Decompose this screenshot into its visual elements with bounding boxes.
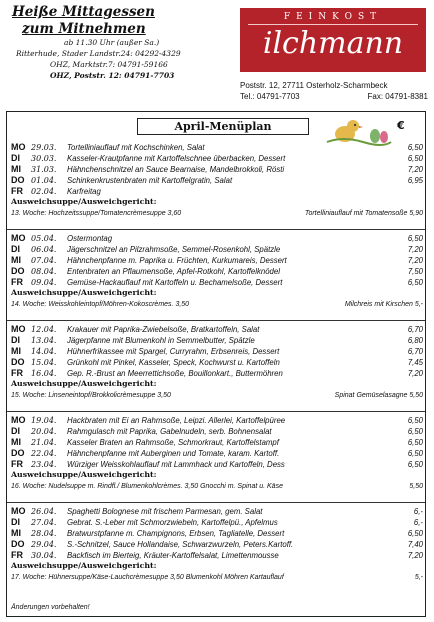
menu-row <box>11 506 423 517</box>
dish-name: Gemüse-Hackauflauf mit Kartoffeln u. Bechamelsoße, Dessert <box>67 277 283 287</box>
day-label: FR <box>11 458 23 469</box>
dish-name: Entenbraten an Pflaumensoße, Apfel-Rotkohl, Kartoffelknödel <box>67 266 280 276</box>
logo-brand-text: ilchmann <box>262 26 404 61</box>
dish-price: 6,50 <box>407 437 423 447</box>
ausweich-dish: Tortelliniauflauf mit Tomatensoße 5,90 <box>304 210 423 218</box>
dish-price: 6,80 <box>407 335 423 345</box>
ausweich-line <box>11 208 423 220</box>
menu-row <box>11 266 423 277</box>
day-label: DO <box>11 447 25 458</box>
date-label: 29.03. <box>31 143 57 152</box>
date-label: 30.04. <box>31 550 57 560</box>
menu-row <box>11 368 423 379</box>
date-label: 28.04. <box>31 528 57 538</box>
feinkost-logo <box>240 8 426 72</box>
dish-name: Schinkenkrustenbraten mit Kartoffelgratin, Salat <box>67 175 233 185</box>
dish-name: Rahmgulasch mit Paprika, Gabelnudeln, serb. Bohnensalat <box>67 426 272 436</box>
ausweich-heading: Ausweichsuppe/Ausweichgericht: <box>11 197 157 207</box>
menu-row <box>11 186 423 197</box>
day-label: MI <box>11 163 21 174</box>
dish-name: Kasseler Braten an Rahmsoße, Schmorkraut, Kartoffelstampf <box>67 437 279 447</box>
ausweich-line <box>11 572 423 584</box>
week-section <box>7 324 427 402</box>
ausweich-soups: 17. Woche: Hühnersuppe/Käse-Lauchcrèmesuppe 3,50 Blumenkohl Möhren Kartauflauf <box>11 574 284 582</box>
week-divider <box>7 320 425 321</box>
ausweich-soups: 14. Woche: Weisskohleintopf/Möhren-Kokoscrèmes. 3,50 <box>11 301 190 309</box>
dish-price: 6,- <box>413 507 423 516</box>
dish-name: Karfreitag <box>67 186 101 196</box>
day-label: MI <box>11 254 21 265</box>
dish-price: 6,50 <box>407 426 423 436</box>
day-label: DO <box>11 174 25 185</box>
menu-row <box>11 153 423 164</box>
day-label: MO <box>11 506 26 516</box>
ausweich-soups: 16. Woche: Nudelsuppe m. Rindfl./ Blumenkohlcrèmes. 3,50 Gnocchi m. Spinat u. Käse <box>11 483 283 491</box>
menu-row <box>11 335 423 346</box>
day-label: FR <box>11 367 23 378</box>
menu-row <box>11 437 423 448</box>
dish-price: 7,45 <box>407 357 423 367</box>
headline: Heiße Mittagessen <box>12 4 155 20</box>
dish-price: 6,50 <box>407 416 423 425</box>
ausweich-heading: Ausweichsuppe/Ausweichgericht: <box>11 470 157 480</box>
dish-name: Würziger Weisskohlauflauf mit Lammhack und Kartoffeln, Dess <box>67 459 285 469</box>
header-block <box>6 4 234 81</box>
dish-price: 7,20 <box>407 244 423 254</box>
day-label: MO <box>11 233 26 243</box>
dish-price: 6,70 <box>407 346 423 356</box>
ausweich-heading: Ausweichsuppe/Ausweichgericht: <box>11 288 157 298</box>
address-ritterhude: Ritterhude, Stader Landstr.24: 04292-4329 <box>16 49 181 58</box>
menu-row <box>11 233 423 244</box>
menu-row <box>11 255 423 266</box>
dish-price: 7,20 <box>407 368 423 378</box>
date-label: 12.04. <box>31 325 57 334</box>
address-poststr: OHZ, Poststr. 12: 04791-7703 <box>50 71 175 80</box>
date-label: 06.04. <box>31 244 57 254</box>
dish-name: Bratwurstpfanne m. Champignons, Erbsen, Tagliatelle, Dessert <box>67 528 285 538</box>
menu-row <box>11 528 423 539</box>
day-label: MI <box>11 436 21 447</box>
week-divider <box>7 411 425 412</box>
dish-name: Hühnerfrikassee mit Spargel, Curryrahm, Erbsenreis, Dessert <box>67 346 280 356</box>
day-label: MI <box>11 527 21 538</box>
date-label: 20.04. <box>31 426 57 436</box>
week-section <box>7 142 427 220</box>
week-section <box>7 415 427 493</box>
day-label: MO <box>11 415 26 425</box>
dish-price: 6,50 <box>407 234 423 243</box>
date-label: 09.04. <box>31 277 57 287</box>
dish-name: Hähnchenschnitzel an Sauce Bearnaise, Mandelbrokkoli, Rösti <box>67 164 285 174</box>
dish-price: 6,50 <box>407 459 423 469</box>
ausweich-soups: 13. Woche: Hochzeitssuppe/Tomatencrèmesuppe 3,60 <box>11 210 182 218</box>
date-label: 26.04. <box>31 507 57 516</box>
dish-name: Gep. R.-Brust an Meerrettichsoße, Bouillonkart., Buttermöhren <box>67 368 283 378</box>
date-label: 22.04. <box>31 448 57 458</box>
dish-name: Hähnchenpfanne mit Auberginen und Tomate, karam. Kartoff. <box>67 448 280 458</box>
dish-name: Jägerschnitzel an Pilzrahmsoße, Semmel-Rosenkohl, Spätzle <box>67 244 281 254</box>
day-label: DI <box>11 425 20 436</box>
dish-name: Ostermontag <box>67 234 113 243</box>
ausweich-line <box>11 390 423 402</box>
ausweich-dish: 5,50 <box>409 483 423 491</box>
contact-block <box>240 80 428 102</box>
dish-price: 6,50 <box>407 153 423 163</box>
dish-price: 7,40 <box>407 539 423 549</box>
week-section <box>7 506 427 584</box>
dish-price: 7,20 <box>407 550 423 560</box>
ausweich-dish: Milchreis mit Kirschen 5,- <box>344 301 423 309</box>
contact-fax: Fax: 04791-8381 <box>367 92 428 101</box>
menu-row <box>11 244 423 255</box>
logo-divider <box>248 24 418 25</box>
menu-row <box>11 426 423 437</box>
contact-tel: Tel.: 04791-7703 <box>240 92 300 101</box>
menu-row <box>11 142 423 153</box>
day-label: DO <box>11 356 25 367</box>
dish-name: Hackbraten mit Ei an Rahmsoße, Leipzi. Allerlei, Kartoffelpüree <box>67 416 286 425</box>
day-label: MI <box>11 345 21 356</box>
menu-row <box>11 459 423 470</box>
dish-price: 6,95 <box>407 175 423 185</box>
menu-row <box>11 324 423 335</box>
menu-title: April-Menüplan <box>137 118 309 135</box>
date-label: 16.04. <box>31 368 57 378</box>
ausweich-line <box>11 299 423 311</box>
ausweich-soups: 15. Woche: Linseneintopf/Brokkolicrèmesuppe 3,50 <box>11 392 171 400</box>
day-label: DI <box>11 152 20 163</box>
logo-small-text: FEINKOST <box>283 12 383 22</box>
date-label: 30.03. <box>31 153 57 163</box>
dish-name: Tortelliniauflauf mit Kochschinken, Salat <box>67 143 205 152</box>
date-label: 29.04. <box>31 539 57 549</box>
menu-row <box>11 550 423 561</box>
day-label: DI <box>11 516 20 527</box>
week-divider <box>7 502 425 503</box>
dish-name: Backfisch im Bierteig, Kräuter-Kartoffelsalat, Limettenmousse <box>67 550 279 560</box>
opening-hours: ab 11.30 Uhr (außer Sa.) <box>64 38 160 47</box>
date-label: 02.04. <box>31 186 57 196</box>
ausweich-dish: 5,- <box>414 574 423 582</box>
day-label: FR <box>11 185 23 196</box>
date-label: 21.04. <box>31 437 57 447</box>
week-section <box>7 233 427 311</box>
week-divider <box>7 229 425 230</box>
footer-note: Änderungen vorbehalten! <box>11 604 90 611</box>
day-label: MO <box>11 142 26 152</box>
dish-price: 6,70 <box>407 325 423 334</box>
day-label: DO <box>11 265 25 276</box>
date-label: 13.04. <box>31 335 57 345</box>
dish-name: S.-Schnitzel, Sauce Hollandaise, Schwarzwurzeln, Peters.Kartoff. <box>67 539 294 549</box>
menu-row <box>11 277 423 288</box>
dish-price: 6,50 <box>407 528 423 538</box>
dish-price: 6,50 <box>407 277 423 287</box>
dish-name: Krakauer mit Paprika-Zwiebelsoße, Bratkartoffeln, Salat <box>67 325 260 334</box>
dish-name: Jägerpfanne mit Blumenkohl in Semmelbutter, Spätzle <box>67 335 255 345</box>
date-label: 08.04. <box>31 266 57 276</box>
dish-name: Gebrat. S.-Leber mit Schmorzwiebeln, Kartoffelpü., Apfelmus <box>67 517 278 527</box>
subheadline: zum Mitnehmen <box>22 21 146 37</box>
address-marktstr: OHZ, Marktstr.7: 04791-59166 <box>50 60 168 69</box>
date-label: 07.04. <box>31 255 57 265</box>
date-label: 19.04. <box>31 416 57 425</box>
day-label: DO <box>11 538 25 549</box>
dish-name: Hähnchenpfanne m. Paprika u. Früchten, Kurkumareis, Dessert <box>67 255 287 265</box>
dish-price: 7,20 <box>407 164 423 174</box>
day-label: DI <box>11 334 20 345</box>
date-label: 05.04. <box>31 234 57 243</box>
ausweich-heading: Ausweichsuppe/Ausweichgericht: <box>11 561 157 571</box>
dish-price: 6,50 <box>407 448 423 458</box>
date-label: 23.04. <box>31 459 57 469</box>
dish-name: Kasseler-Krautpfanne mit Kartoffelschnee überbacken, Dessert <box>67 153 286 163</box>
dish-price: 7,20 <box>407 255 423 265</box>
menu-row <box>11 415 423 426</box>
menu-row <box>11 164 423 175</box>
day-label: MO <box>11 324 26 334</box>
ausweich-dish: Spinat Gemüselasagne 5,50 <box>334 392 423 400</box>
dish-price: 6,50 <box>407 143 423 152</box>
date-label: 01.04. <box>31 175 57 185</box>
menu-row <box>11 346 423 357</box>
dish-price: 7,50 <box>407 266 423 276</box>
day-label: FR <box>11 276 23 287</box>
currency-header: € <box>397 119 405 132</box>
menu-row <box>11 175 423 186</box>
date-label: 14.04. <box>31 346 57 356</box>
ausweich-line <box>11 481 423 493</box>
menu-row <box>11 448 423 459</box>
dish-name: Grünkohl mit Pinkel, Kasseler, Speck, Kochwurst u. Kartoffeln <box>67 357 280 367</box>
dish-name: Spaghetti Bolognese mit frischem Parmesan, gem. Salat <box>67 507 263 516</box>
menu-row <box>11 539 423 550</box>
date-label: 27.04. <box>31 517 57 527</box>
menu-panel <box>6 111 426 617</box>
date-label: 31.03. <box>31 164 57 174</box>
ausweich-heading: Ausweichsuppe/Ausweichgericht: <box>11 379 157 389</box>
dish-price: 6,- <box>413 517 423 527</box>
day-label: DI <box>11 243 20 254</box>
menu-row <box>11 517 423 528</box>
day-label: FR <box>11 549 23 560</box>
menu-row <box>11 357 423 368</box>
contact-address: Poststr. 12, 27711 Osterholz-Scharmbeck <box>240 81 388 90</box>
date-label: 15.04. <box>31 357 57 367</box>
